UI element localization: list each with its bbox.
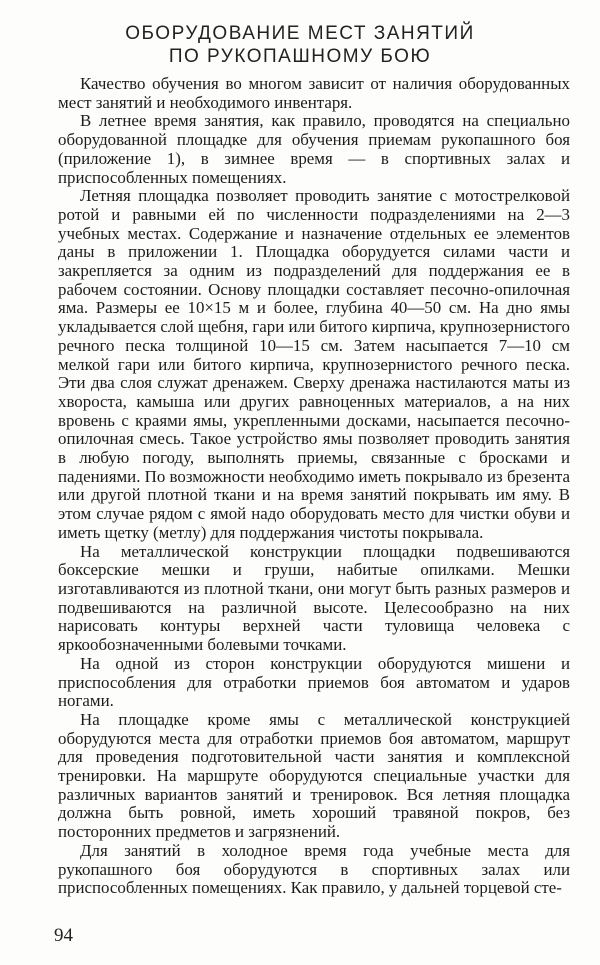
paragraph-6: На площадке кроме ямы с металлической конструкцией оборудуются места для отработки приемов боя автоматом, маршрут для проведения подготовительной части занятия и комплексной тренировки. На маршруте оборудуются специальные участки для различных вариантов занятий и тренировок. Вся летняя площадка должна быть ровной, иметь хороший травяной покров, без посторонних предметов и загрязнений. [58,709,570,842]
body-text [58,75,570,898]
paragraph-7: Для занятий в холодное время года учебные места для рукопашного боя оборудуются в спортивных залах или приспособленных помещениях. Как правило, у дальней торцевой сте- [58,840,570,898]
paragraph-3: Летняя площадка позволяет проводить занятие с мотострелковой ротой и равными ей по численности подразделениями на 2—3 учебных местах. Содержание и назначение отдельных ее элементов даны в приложении 1. Площадка оборудуется силами части и закрепляется за одним из подразделений для поддержания ее в рабочем состоянии. Основу площадки составляет песочно-опилочная яма. Размеры ее 10×15 м и более, глубина 40—50 см. На дно ямы укладывается слой щебня, гари или битого кирпича, крупнозернистого речного песка толщиной 10—15 см. Затем насыпается 7—10 см мелкой гари или битого кирпича, крупнозернистого речного песка. Эти два слоя служат дренажем. Сверху дренажа настилаются маты из хвороста, камыша или других равноценных материалов, а на них вровень с краями ямы, укрепленными досками, насыпается песочно-опилочная смесь. Такое устройство ямы позволяет проводить занятия в любую погоду, выполнять приемы, связанные с бросками и падениями. По возможности необходимо иметь покрывало из брезента или другой плотной ткани и на время занятий покрывать им яму. В этом случае рядом с ямой надо оборудовать место для чистки обуви и иметь щетку (метлу) для поддержания чистоты покрывала. [58,186,570,542]
section-title-line-1: ОБОРУДОВАНИЕ МЕСТ ЗАНЯТИЙ [125,23,475,44]
page-number: 94 [54,925,73,946]
paragraph-5: На одной из сторон конструкции оборудуются мишени и приспособления для отработки приемов боя автоматом и ударов ногами. [58,653,570,711]
paragraph-1: Качество обучения во многом зависит от наличия оборудованных мест занятий и необходимого инвентаря. [58,74,570,112]
section-title-line-2: ПО РУКОПАШНОМУ БОЮ [168,46,432,67]
paragraph-4: На металлической конструкции площадки подвешиваются боксерские мешки и груши, набитые опилками. Мешки изготавливаются из плотной ткани, они могут быть разных размеров и подвешиваются на различной высоте. Целесообразно на них нарисовать контуры верхней части туловища человека с яркообозначенными болевыми точками. [58,541,570,655]
paragraph-2: В летнее время занятия, как правило, проводятся на специально оборудованной площадке для обучения приемам рукопашного боя (приложение 1), в зимнее время — в спортивных залах и приспособленных помещениях. [58,111,570,187]
